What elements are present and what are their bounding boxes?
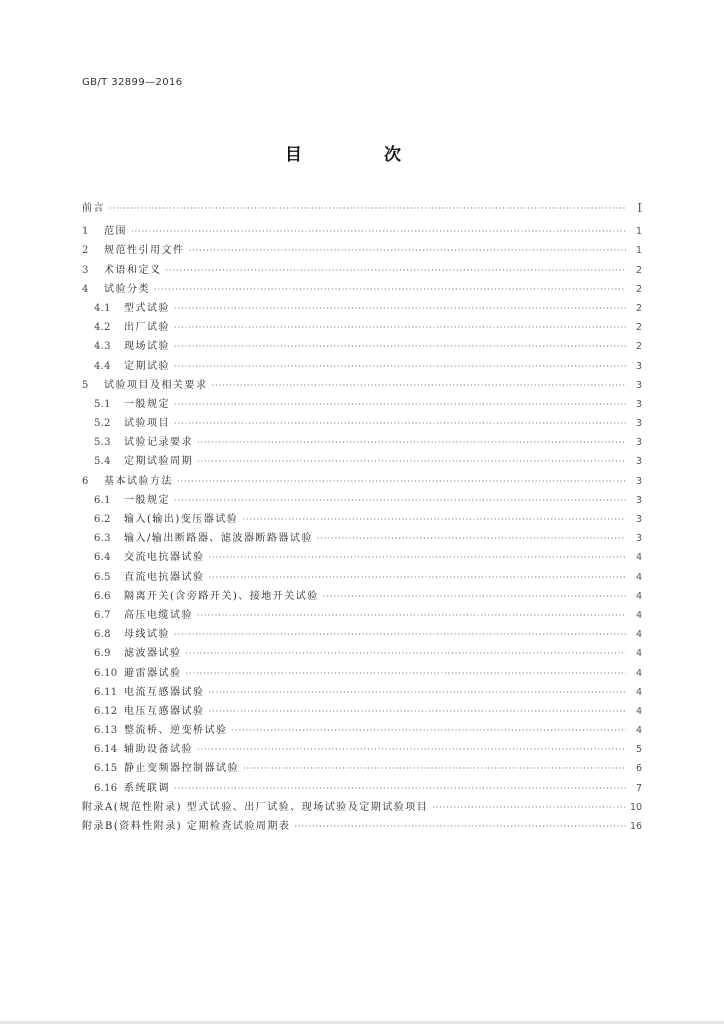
toc-entry-label: 规范性引用文件 <box>104 245 185 257</box>
toc-entry-number: 5.2 <box>94 418 111 430</box>
toc-entry-number: 1 <box>82 226 89 238</box>
toc-entry-number: 4.4 <box>94 360 111 372</box>
toc-entry-label: 定期试验 <box>124 360 170 372</box>
toc-entry-page: 3 <box>635 514 642 525</box>
toc-entry[interactable] <box>82 199 642 218</box>
toc-entry-number: 6.2 <box>94 514 111 525</box>
toc-dot-leader <box>212 376 627 395</box>
toc-entry-page: 3 <box>635 418 642 430</box>
toc-dot-leader <box>432 798 626 817</box>
toc-entry-page: 2 <box>635 302 642 314</box>
toc-entry-label: 母线试验 <box>124 629 170 641</box>
toc-entry-page: 5 <box>635 744 642 756</box>
toc-entry[interactable] <box>82 395 642 414</box>
toc-dot-leader <box>209 568 627 587</box>
toc-entry-number: 6.11 <box>94 686 118 698</box>
toc-entry-page: 3 <box>635 494 642 506</box>
toc-entry-label: 试验分类 <box>104 283 150 295</box>
toc-entry-page: 4 <box>635 667 642 679</box>
toc-entry[interactable] <box>82 433 642 452</box>
toc-entry-number: 4.2 <box>94 322 111 334</box>
toc-entry-label: 系统联调 <box>124 782 170 794</box>
toc-dot-leader <box>189 241 627 260</box>
toc-entry-label: 附录A(规范性附录) 型式试验、出厂试验、现场试验及定期试验项目 <box>82 801 429 813</box>
toc-dot-leader <box>177 472 626 491</box>
toc-entry-page: 2 <box>635 283 642 295</box>
toc-entry[interactable] <box>82 721 642 740</box>
toc-entry[interactable] <box>82 452 642 471</box>
toc-entry-label: 一般规定 <box>124 398 170 410</box>
toc-entry[interactable] <box>82 625 642 644</box>
toc-entry-label: 直流电抗器试验 <box>124 571 205 583</box>
toc-dot-leader <box>294 817 626 836</box>
toc-dot-leader <box>197 452 626 471</box>
toc-entry-page: 7 <box>635 782 642 794</box>
toc-dot-leader <box>174 357 626 376</box>
toc-entry-page: 3 <box>635 437 642 449</box>
toc-entry-number: 4.3 <box>94 341 111 353</box>
toc-entry-number: 6.7 <box>94 609 111 621</box>
toc-entry[interactable] <box>82 491 642 510</box>
toc-dot-leader <box>174 318 626 337</box>
toc-entry-label: 前言 <box>82 203 105 214</box>
toc-entry[interactable] <box>82 318 642 337</box>
toc-entry-page: 4 <box>635 552 642 564</box>
toc-entry[interactable] <box>82 664 642 683</box>
toc-entry-number: 6.9 <box>94 648 111 660</box>
toc-entry-page: 2 <box>635 341 642 353</box>
toc-dot-leader <box>174 779 626 798</box>
toc-dot-leader <box>317 529 626 548</box>
toc-dot-leader <box>186 664 627 683</box>
toc-entry-label: 范围 <box>104 226 127 238</box>
toc-dot-leader <box>209 702 627 721</box>
toc-dot-leader <box>232 721 627 740</box>
toc-entry-number: 5.1 <box>94 398 111 410</box>
toc-entry[interactable] <box>82 759 642 778</box>
toc-entry-label: 试验记录要求 <box>124 437 193 449</box>
toc-entry[interactable] <box>82 606 642 625</box>
toc-entry-label: 试验项目 <box>124 418 170 430</box>
toc-entry-page: 3 <box>635 456 642 468</box>
toc-entry-page: 4 <box>635 629 642 641</box>
toc-dot-leader <box>174 395 626 414</box>
toc-entry-number: 6.14 <box>94 744 118 756</box>
toc-entry-page: 4 <box>635 609 642 621</box>
toc-entry[interactable] <box>82 414 642 433</box>
toc-entry-number: 6.1 <box>94 494 111 506</box>
toc-entry-number: 5.3 <box>94 437 111 449</box>
toc-entry-page: 4 <box>635 705 642 717</box>
toc-dot-leader <box>174 299 626 318</box>
toc-entry-label: 避雷器试验 <box>124 667 182 679</box>
toc-entry[interactable] <box>82 222 642 241</box>
toc-entry-number: 6.12 <box>94 705 118 717</box>
toc-entry-page: 3 <box>635 360 642 372</box>
toc-entry-page: 10 <box>630 801 643 813</box>
toc-entry[interactable] <box>82 798 642 817</box>
toc-entry[interactable] <box>82 644 642 663</box>
toc-dot-leader <box>209 548 627 567</box>
toc-entry-label: 定期试验周期 <box>124 456 193 468</box>
toc-entry-number: 6.3 <box>94 533 111 545</box>
toc-entry-page: 16 <box>630 821 643 832</box>
toc-entry-label: 交流电抗器试验 <box>124 552 205 564</box>
toc-entry-number: 2 <box>82 245 89 257</box>
toc-entry-page: 6 <box>635 763 642 775</box>
toc-dot-leader <box>174 337 626 356</box>
toc-dot-leader <box>243 759 626 778</box>
toc-entry-label: 基本试验方法 <box>104 475 173 487</box>
toc-entry-label: 电流互感器试验 <box>124 686 205 698</box>
toc-entry-page: 2 <box>635 322 642 334</box>
toc-entry[interactable] <box>82 740 642 759</box>
toc-entry-number: 6.16 <box>94 782 118 794</box>
toc-entry-number: 5 <box>82 379 89 391</box>
toc-entry[interactable] <box>82 472 642 491</box>
toc-entry[interactable] <box>82 357 642 376</box>
toc-entry[interactable] <box>82 779 642 798</box>
toc-entry-page: 3 <box>635 398 642 410</box>
toc-entry[interactable] <box>82 683 642 702</box>
toc-entry-page: 4 <box>635 590 642 602</box>
toc-entry-label: 电压互感器试验 <box>124 705 205 717</box>
toc-dot-leader <box>186 644 627 663</box>
toc-entry-label: 出厂试验 <box>124 322 170 334</box>
toc-dot-leader <box>166 261 627 280</box>
toc-entry[interactable] <box>82 241 642 260</box>
toc-entry-number: 4.1 <box>94 302 111 314</box>
toc-dot-leader <box>242 510 626 529</box>
toc-entry-page: Ⅰ <box>637 201 642 215</box>
toc-entry-page: 4 <box>635 571 642 583</box>
toc-entry-label: 整流桥、逆变桥试验 <box>124 725 228 737</box>
toc-entry-page: 3 <box>635 475 642 487</box>
toc-dot-leader <box>131 222 626 241</box>
toc-entry[interactable] <box>82 568 642 587</box>
toc-entry[interactable] <box>82 529 642 548</box>
toc-entry-number: 6.8 <box>94 629 111 641</box>
toc-entry-label: 一般规定 <box>124 494 170 506</box>
toc-entry-number: 5.4 <box>94 456 111 468</box>
toc-entry[interactable] <box>82 817 642 836</box>
toc-entry-page: 1 <box>635 226 642 238</box>
toc-entry-page: 3 <box>635 379 642 391</box>
toc-entry[interactable] <box>82 280 642 299</box>
toc-dot-leader <box>323 587 626 606</box>
toc-entry-number: 6.6 <box>94 590 111 602</box>
toc-entry[interactable] <box>82 299 642 318</box>
toc-entry[interactable] <box>82 587 642 606</box>
toc-dot-leader <box>109 199 626 218</box>
toc-dot-leader <box>174 491 626 510</box>
toc-entry-page: 4 <box>635 686 642 698</box>
toc-entry-number: 6.15 <box>94 763 118 775</box>
toc-dot-leader <box>174 625 626 644</box>
page-title: 目 次 <box>285 145 439 165</box>
toc-entry-number: 6 <box>82 475 89 487</box>
toc-entry-number: 6.13 <box>94 725 118 737</box>
toc-entry-number: 6.10 <box>94 667 118 679</box>
toc-entry-number: 4 <box>82 283 89 295</box>
toc-entry-page: 4 <box>635 725 642 737</box>
toc-entry-label: 辅助设备试验 <box>124 744 193 756</box>
toc-entry-label: 现场试验 <box>124 341 170 353</box>
toc-entry[interactable] <box>82 510 642 529</box>
toc-dot-leader <box>154 280 626 299</box>
toc-entry-page: 2 <box>635 264 642 276</box>
table-of-contents <box>82 199 642 836</box>
toc-entry-number: 6.4 <box>94 552 111 564</box>
toc-entry-label: 滤波器试验 <box>124 648 182 660</box>
toc-entry-label: 型式试验 <box>124 302 170 314</box>
toc-entry-label: 术语和定义 <box>104 264 162 276</box>
toc-entry-page: 4 <box>635 648 642 660</box>
toc-dot-leader <box>197 740 626 759</box>
toc-entry-label: 附录B(资料性附录) 定期检查试验周期表 <box>82 821 291 832</box>
toc-entry[interactable] <box>82 337 642 356</box>
toc-entry-number: 3 <box>82 264 89 276</box>
toc-entry-label: 输入/输出断路器、滤波器断路器试验 <box>124 533 313 545</box>
toc-entry[interactable] <box>82 548 642 567</box>
toc-entry-page: 1 <box>635 245 642 257</box>
toc-entry-label: 试验项目及相关要求 <box>104 379 208 391</box>
toc-entry-label: 高压电缆试验 <box>124 609 193 621</box>
toc-dot-leader <box>197 606 626 625</box>
toc-entry-label: 静止变频器控制器试验 <box>124 763 239 775</box>
toc-entry-number: 6.5 <box>94 571 111 583</box>
toc-entry-label: 输入(输出)变压器试验 <box>124 514 239 525</box>
toc-entry[interactable] <box>82 261 642 280</box>
toc-entry[interactable] <box>82 376 642 395</box>
toc-dot-leader <box>197 433 626 452</box>
standard-code: GB/T 32899—2016 <box>82 77 183 88</box>
toc-dot-leader <box>209 683 627 702</box>
toc-entry-label: 隔离开关(含旁路开关)、接地开关试验 <box>124 590 319 602</box>
toc-entry-page: 3 <box>635 533 642 545</box>
toc-entry[interactable] <box>82 702 642 721</box>
toc-dot-leader <box>174 414 626 433</box>
